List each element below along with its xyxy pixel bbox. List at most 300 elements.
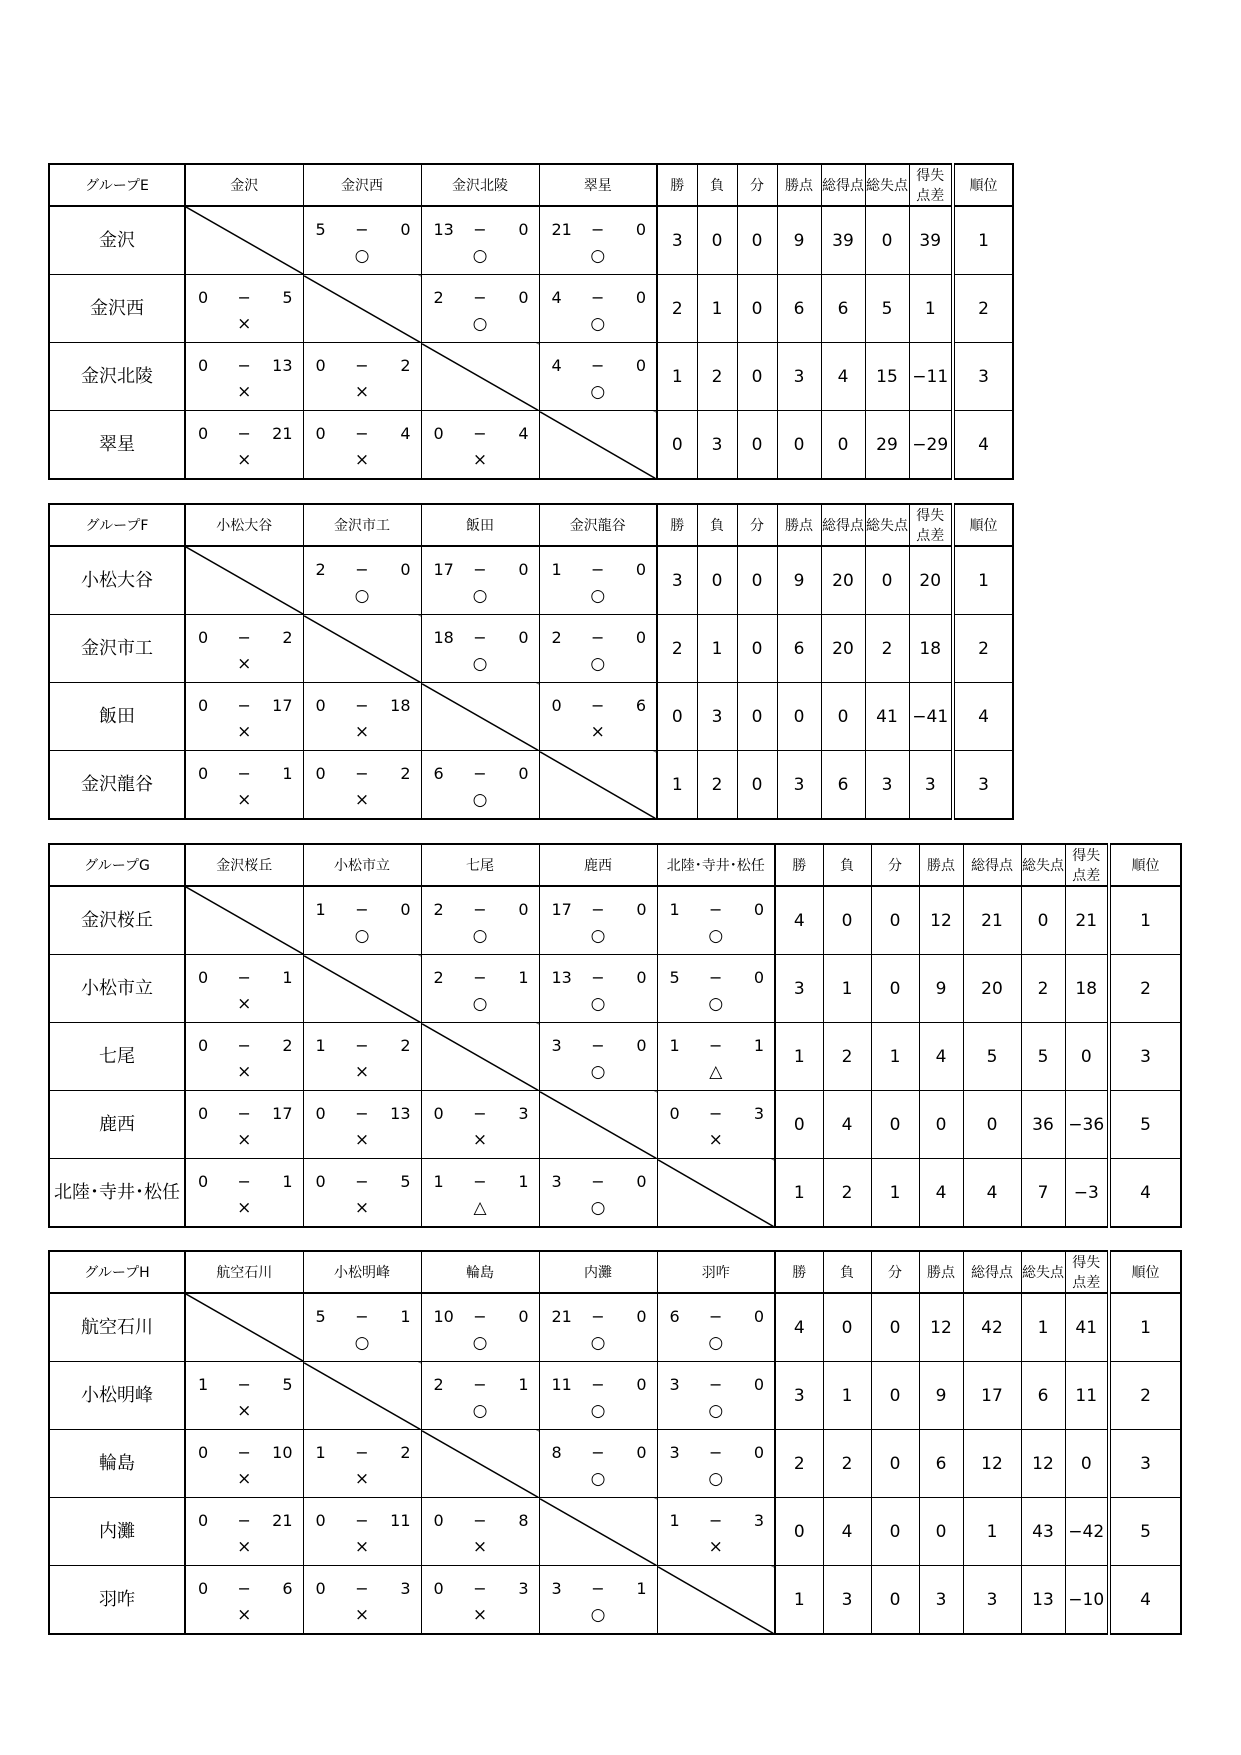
stat-value: 1 (657, 751, 697, 820)
stat-value: 15 (865, 343, 909, 411)
result-mark: ○ (590, 586, 606, 606)
match-result (421, 1566, 539, 1635)
result-mark: ○ (472, 314, 488, 334)
score-against: 18 (390, 696, 411, 715)
row-team-name: 金沢北陵 (49, 343, 185, 411)
score-for: 3 (669, 1443, 680, 1462)
score-against: 6 (635, 696, 646, 715)
rank-value: 3 (953, 343, 1013, 411)
stat-value: 4 (821, 343, 865, 411)
result-mark: ○ (590, 1062, 606, 1082)
score-dash: − (473, 288, 487, 307)
group-label: グループG (49, 844, 185, 886)
score-dash: − (709, 1375, 723, 1394)
result-mark: ○ (472, 790, 488, 810)
stat-value: 0 (1065, 1023, 1109, 1091)
stat-value: 20 (909, 546, 953, 615)
self-match-diagonal (657, 1566, 775, 1635)
stat-value: 4 (919, 1159, 963, 1228)
score-against: 0 (636, 1375, 647, 1394)
stat-value: 6 (821, 275, 865, 343)
match-result (657, 886, 775, 955)
score-for: 0 (315, 1172, 326, 1191)
match-result (421, 275, 539, 343)
score-dash: − (709, 1036, 723, 1055)
stat-value: 0 (871, 955, 919, 1023)
column-team-name: 金沢桜丘 (185, 844, 303, 886)
column-team-name: 小松市立 (303, 844, 421, 886)
match-result (539, 1566, 657, 1635)
self-match-diagonal (185, 206, 303, 275)
result-mark: × (237, 994, 252, 1014)
match-result (657, 1498, 775, 1566)
group-label: グループE (49, 164, 185, 206)
score-against: 8 (518, 1511, 529, 1530)
stat-value: 0 (777, 683, 821, 751)
column-team-name: 小松大谷 (185, 504, 303, 546)
score-dash: − (591, 1579, 605, 1598)
match-result (303, 411, 421, 480)
score-dash: − (355, 424, 369, 443)
self-match-diagonal (539, 751, 657, 820)
score-for: 17 (433, 560, 454, 579)
stat-value: 39 (909, 206, 953, 275)
stat-header: 勝点 (777, 164, 821, 206)
match-result (185, 1159, 303, 1228)
stat-value: 2 (823, 1430, 871, 1498)
stat-value: 0 (775, 1091, 823, 1159)
stat-value: 0 (737, 615, 777, 683)
column-team-name: 金沢北陵 (421, 164, 539, 206)
score-for: 0 (198, 1443, 209, 1462)
score-for: 2 (433, 288, 444, 307)
score-against: 10 (272, 1443, 293, 1462)
rank-value: 3 (953, 751, 1013, 820)
match-result (657, 1091, 775, 1159)
row-team-name: 鹿西 (49, 1091, 185, 1159)
match-result (303, 1091, 421, 1159)
stat-value: 3 (909, 751, 953, 820)
row-team-name: 内灘 (49, 1498, 185, 1566)
score-against: 2 (400, 356, 411, 375)
table-row (49, 751, 1013, 820)
match-result (539, 615, 657, 683)
stat-value: 9 (777, 206, 821, 275)
result-mark: ○ (708, 1333, 724, 1353)
result-mark: × (354, 382, 370, 402)
stat-value: 5 (963, 1023, 1021, 1091)
result-mark: ○ (472, 1401, 488, 1421)
score-for: 0 (315, 356, 326, 375)
score-for: 0 (433, 1511, 444, 1530)
table-row (49, 546, 1013, 615)
score-against: 0 (518, 1307, 529, 1326)
score-against: 0 (635, 356, 646, 375)
score-against: 1 (282, 764, 293, 783)
match-result (185, 615, 303, 683)
score-for: 13 (551, 968, 572, 987)
stat-value: 1 (963, 1498, 1021, 1566)
score-dash: − (473, 764, 487, 783)
stat-value: 3 (919, 1566, 963, 1635)
result-mark: × (237, 1605, 252, 1625)
stat-value: −42 (1065, 1498, 1109, 1566)
table-row (49, 1430, 1181, 1498)
stat-value: 4 (823, 1498, 871, 1566)
result-mark: × (237, 654, 252, 674)
stat-value: 2 (823, 1023, 871, 1091)
score-for: 2 (551, 628, 562, 647)
score-dash: − (237, 1375, 251, 1394)
stat-value: 1 (1021, 1293, 1065, 1362)
score-dash: − (591, 1375, 605, 1394)
rank-value: 1 (953, 546, 1013, 615)
stat-value: 0 (657, 683, 697, 751)
match-result (421, 1091, 539, 1159)
score-dash: − (709, 1104, 723, 1123)
match-result (421, 1293, 539, 1362)
result-mark: × (237, 1469, 252, 1489)
stat-value: 0 (1065, 1430, 1109, 1498)
stat-value: 12 (963, 1430, 1021, 1498)
score-against: 3 (518, 1579, 529, 1598)
stat-value: −3 (1065, 1159, 1109, 1228)
score-dash: − (355, 220, 369, 239)
match-result (539, 546, 657, 615)
score-for: 2 (433, 968, 444, 987)
stat-value: 18 (909, 615, 953, 683)
stat-header: 勝点 (919, 844, 963, 886)
stat-value: 3 (823, 1566, 871, 1635)
score-for: 0 (198, 628, 209, 647)
stat-value: 5 (865, 275, 909, 343)
stat-header: 得失点差 (909, 164, 953, 206)
table-row (49, 886, 1181, 955)
table-row (49, 1159, 1181, 1228)
table-row (49, 683, 1013, 751)
score-against: 4 (400, 424, 411, 443)
score-dash: − (473, 1307, 487, 1326)
stat-value: 2 (697, 343, 737, 411)
rank-value: 4 (953, 683, 1013, 751)
score-dash: − (355, 1443, 369, 1462)
score-against: 1 (282, 1172, 293, 1191)
score-against: 0 (636, 968, 647, 987)
stat-value: 0 (871, 1091, 919, 1159)
column-team-name: 金沢龍谷 (539, 504, 657, 546)
score-dash: − (473, 628, 487, 647)
stat-header: 総得点 (821, 164, 865, 206)
stat-header: 総失点 (1021, 844, 1065, 886)
result-mark: × (354, 1062, 370, 1082)
score-dash: − (237, 288, 251, 307)
stat-header: 勝 (657, 164, 697, 206)
result-mark: ○ (354, 1333, 370, 1353)
stat-value: 0 (775, 1498, 823, 1566)
score-against: 1 (518, 1172, 529, 1191)
stat-value: 1 (657, 343, 697, 411)
score-against: 0 (635, 628, 646, 647)
stat-value: 5 (1021, 1023, 1065, 1091)
result-mark: ○ (590, 1198, 606, 1218)
stat-value: 0 (737, 683, 777, 751)
score-dash: − (473, 560, 487, 579)
stat-header: 勝 (657, 504, 697, 546)
result-mark: ○ (590, 314, 606, 334)
stat-value: −10 (1065, 1566, 1109, 1635)
rank-value: 1 (953, 206, 1013, 275)
self-match-diagonal (185, 1293, 303, 1362)
match-result (185, 1023, 303, 1091)
match-result (421, 751, 539, 820)
score-against: 6 (282, 1579, 293, 1598)
result-mark: × (354, 1130, 370, 1150)
score-for: 6 (433, 764, 444, 783)
stat-value: 0 (871, 1498, 919, 1566)
row-team-name: 小松大谷 (49, 546, 185, 615)
stat-value: 0 (919, 1498, 963, 1566)
score-for: 5 (669, 968, 680, 987)
stat-value: 1 (823, 1362, 871, 1430)
score-dash: − (237, 968, 251, 987)
column-team-name: 金沢市工 (303, 504, 421, 546)
match-result (185, 1091, 303, 1159)
stat-value: 0 (697, 546, 737, 615)
score-dash: − (355, 764, 369, 783)
match-result (421, 1362, 539, 1430)
result-mark: △ (709, 1062, 723, 1082)
score-against: 0 (753, 1443, 764, 1462)
rank-value: 5 (1109, 1091, 1181, 1159)
result-mark: × (590, 722, 605, 742)
self-match-diagonal (421, 683, 539, 751)
match-result (303, 1159, 421, 1228)
stat-header: 順位 (953, 504, 1013, 546)
stat-value: 0 (737, 343, 777, 411)
score-against: 11 (390, 1511, 411, 1530)
stat-value: 12 (919, 886, 963, 955)
stat-value: 0 (871, 1430, 919, 1498)
match-result (185, 955, 303, 1023)
score-dash: − (237, 1036, 251, 1055)
match-result (539, 275, 657, 343)
table-row (49, 411, 1013, 480)
row-team-name: 小松明峰 (49, 1362, 185, 1430)
rank-value: 2 (953, 275, 1013, 343)
score-against: 0 (636, 900, 647, 919)
match-result (185, 411, 303, 480)
stat-value: 2 (1021, 955, 1065, 1023)
rank-value: 2 (1109, 955, 1181, 1023)
score-dash: − (591, 288, 605, 307)
table-row (49, 206, 1013, 275)
match-result (185, 275, 303, 343)
result-mark: ○ (708, 1401, 724, 1421)
result-mark: × (237, 1062, 252, 1082)
stat-value: 0 (865, 206, 909, 275)
score-for: 0 (198, 1104, 209, 1123)
table-row (49, 1023, 1181, 1091)
score-for: 2 (315, 560, 326, 579)
self-match-diagonal (421, 1430, 539, 1498)
stat-value: 1 (775, 1566, 823, 1635)
stat-value: 2 (775, 1430, 823, 1498)
score-against: 4 (518, 424, 529, 443)
score-dash: − (591, 1307, 605, 1326)
match-result (657, 1023, 775, 1091)
match-result (539, 1159, 657, 1228)
score-dash: − (709, 900, 723, 919)
column-team-name: 小松明峰 (303, 1251, 421, 1293)
score-for: 17 (551, 900, 572, 919)
stat-value: 3 (777, 343, 821, 411)
stat-value: 18 (1065, 955, 1109, 1023)
stat-value: 1 (697, 615, 737, 683)
stat-value: 2 (657, 275, 697, 343)
result-mark: ○ (472, 926, 488, 946)
score-for: 0 (198, 968, 209, 987)
score-for: 1 (669, 1511, 680, 1530)
stat-value: 2 (657, 615, 697, 683)
score-dash: − (473, 968, 487, 987)
result-mark: × (354, 1198, 370, 1218)
score-against: 0 (518, 288, 529, 307)
score-against: 3 (518, 1104, 529, 1123)
row-team-name: 金沢市工 (49, 615, 185, 683)
stat-value: −41 (909, 683, 953, 751)
stat-header: 得失点差 (1065, 1251, 1109, 1293)
match-result (303, 751, 421, 820)
result-mark: ○ (590, 1605, 606, 1625)
result-mark: × (354, 1537, 370, 1557)
score-against: 1 (753, 1036, 764, 1055)
score-for: 0 (433, 424, 444, 443)
stat-value: 0 (777, 411, 821, 480)
stat-value: 20 (963, 955, 1021, 1023)
score-against: 1 (518, 1375, 529, 1394)
score-for: 0 (433, 1104, 444, 1123)
score-against: 1 (282, 968, 293, 987)
self-match-diagonal (303, 1362, 421, 1430)
stat-value: 20 (821, 615, 865, 683)
row-team-name: 北陸･寺井･松任 (49, 1159, 185, 1228)
self-match-diagonal (539, 1091, 657, 1159)
match-result (185, 1566, 303, 1635)
result-mark: × (237, 450, 252, 470)
score-against: 1 (518, 968, 529, 987)
stat-header: 総失点 (865, 504, 909, 546)
score-for: 3 (551, 1172, 562, 1191)
result-mark: × (237, 1198, 252, 1218)
score-dash: − (237, 356, 251, 375)
score-against: 21 (272, 1511, 293, 1530)
stat-value: 3 (963, 1566, 1021, 1635)
match-result (657, 1293, 775, 1362)
score-against: 0 (753, 900, 764, 919)
row-team-name: 航空石川 (49, 1293, 185, 1362)
score-against: 0 (400, 900, 411, 919)
score-against: 21 (272, 424, 293, 443)
table-row (49, 615, 1013, 683)
group-table-4 (48, 1250, 1182, 1635)
score-dash: − (237, 628, 251, 647)
score-against: 2 (400, 764, 411, 783)
group-label: グループH (49, 1251, 185, 1293)
match-result (303, 886, 421, 955)
score-for: 0 (198, 288, 209, 307)
score-against: 0 (518, 560, 529, 579)
result-mark: △ (473, 1198, 487, 1218)
score-against: 17 (272, 1104, 293, 1123)
stat-header: 総得点 (963, 844, 1021, 886)
score-for: 5 (315, 1307, 326, 1326)
score-for: 3 (551, 1036, 562, 1055)
score-dash: − (591, 1443, 605, 1462)
score-dash: − (591, 968, 605, 987)
score-dash: − (355, 1579, 369, 1598)
table-row (49, 343, 1013, 411)
score-dash: − (237, 1172, 251, 1191)
result-mark: ○ (590, 994, 606, 1014)
stat-value: 6 (1021, 1362, 1065, 1430)
match-result (539, 1430, 657, 1498)
stat-value: −11 (909, 343, 953, 411)
result-mark: × (354, 1605, 370, 1625)
stat-value: 0 (871, 1566, 919, 1635)
score-dash: − (355, 1511, 369, 1530)
stat-header: 負 (697, 504, 737, 546)
stat-value: 3 (657, 206, 697, 275)
stat-header: 勝 (775, 1251, 823, 1293)
stat-header: 勝 (775, 844, 823, 886)
score-against: 0 (518, 220, 529, 239)
column-team-name: 輪島 (421, 1251, 539, 1293)
stat-value: 41 (865, 683, 909, 751)
rank-value: 1 (1109, 886, 1181, 955)
score-for: 1 (433, 1172, 444, 1191)
stat-value: 29 (865, 411, 909, 480)
match-result (303, 1293, 421, 1362)
score-against: 2 (282, 1036, 293, 1055)
score-dash: − (591, 628, 605, 647)
stat-header: 負 (697, 164, 737, 206)
stat-value: 0 (919, 1091, 963, 1159)
score-dash: − (591, 356, 605, 375)
stat-value: 2 (697, 751, 737, 820)
score-for: 0 (198, 1036, 209, 1055)
column-team-name: 七尾 (421, 844, 539, 886)
self-match-diagonal (303, 615, 421, 683)
result-mark: × (237, 382, 252, 402)
result-mark: × (237, 1130, 252, 1150)
row-team-name: 金沢桜丘 (49, 886, 185, 955)
score-for: 0 (198, 696, 209, 715)
self-match-diagonal (185, 886, 303, 955)
score-for: 3 (669, 1375, 680, 1394)
stat-value: 12 (919, 1293, 963, 1362)
score-dash: − (709, 1511, 723, 1530)
match-result (185, 683, 303, 751)
group-table-2 (48, 503, 1014, 820)
match-result (303, 1566, 421, 1635)
rank-value: 4 (1109, 1159, 1181, 1228)
result-mark: × (708, 1537, 723, 1557)
score-for: 0 (315, 424, 326, 443)
result-mark: × (708, 1130, 723, 1150)
score-for: 21 (551, 220, 572, 239)
stat-value: 9 (919, 955, 963, 1023)
stat-value: 0 (821, 683, 865, 751)
